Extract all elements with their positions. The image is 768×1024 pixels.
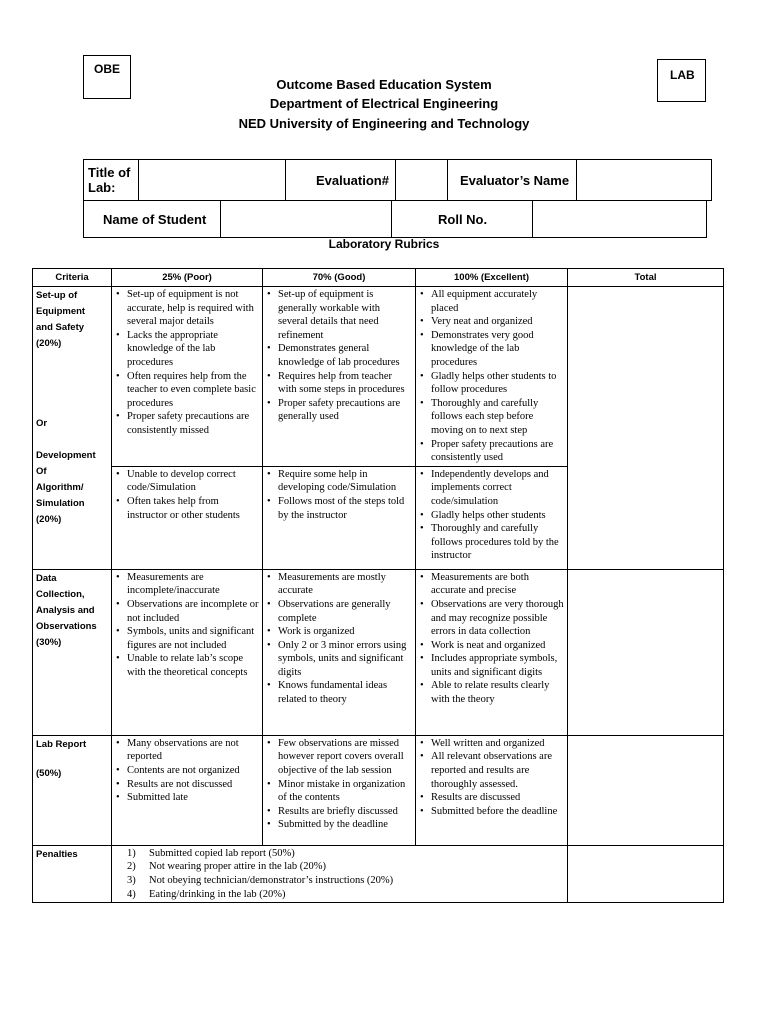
criteria-penalties: Penalties (33, 845, 112, 902)
list-item: • Lacks the appropriate knowledge of the lab procedures (127, 329, 259, 370)
list-item: • Well written and organized (431, 737, 564, 751)
penalties-total-cell[interactable] (568, 845, 724, 902)
list-item: • Unable to relate lab’s scope with the theoretical concepts (127, 652, 259, 679)
report-total-cell[interactable] (568, 735, 724, 845)
list-item: • Observations are very thorough and may recognize possible errors in data collection (431, 598, 564, 639)
title-of-lab-label: Title of Lab: (84, 160, 139, 201)
roll-no-label: Roll No. (392, 201, 533, 238)
list-item: • Measurements are mostly accurate (278, 571, 412, 598)
setup-excellent-cell (416, 287, 568, 467)
algorithm-excellent-cell (416, 466, 568, 569)
header-poor: 25% (Poor) (112, 269, 263, 287)
list-item: 2) Not wearing proper attire in the lab (20%) (127, 861, 326, 873)
list-item: • Demonstrates general knowledge of lab procedures (278, 342, 412, 369)
algorithm-poor-cell (112, 466, 263, 569)
evaluation-field[interactable] (395, 160, 447, 201)
student-name-label: Name of Student (84, 201, 221, 238)
header-good: 70% (Good) (263, 269, 416, 287)
evaluator-name-field[interactable] (576, 160, 711, 201)
list-item: • Knows fundamental ideas related to theory (278, 679, 412, 706)
criteria-data-collection: Data Collection, Analysis and Observations (30%) (33, 569, 112, 735)
list-item: • Requires help from teacher with some steps in procedures (278, 370, 412, 397)
list-item: • Follows most of the steps told by the instructor (278, 495, 412, 522)
rubrics-header-row (33, 269, 724, 287)
roll-no-field[interactable] (533, 201, 707, 238)
list-item: • Very neat and organized (431, 315, 564, 329)
list-item: • Observations are incomplete or not included (127, 598, 259, 625)
list-item: • Contents are not organized (127, 764, 259, 778)
list-item: • Able to relate results clearly with the theory (431, 679, 564, 706)
or-label: Or (36, 418, 48, 429)
header-criteria: Criteria (33, 269, 112, 287)
penalties-cell (112, 845, 568, 902)
list-item: • Set-up of equipment is not accurate, help is required with several major details (127, 288, 259, 329)
algorithm-good-cell (263, 466, 416, 569)
list-item: • Thoroughly and carefully follows procedures told by the instructor (431, 522, 564, 563)
report-good-cell (263, 735, 416, 845)
list-item: • Only 2 or 3 minor errors using symbols, units and significant digits (278, 639, 412, 680)
list-item: • Set-up of equipment is generally workable with several details that need refinement (278, 288, 412, 342)
rubrics-table (32, 268, 724, 903)
list-item: • Results are briefly discussed (278, 805, 412, 819)
criteria-lab-report: Lab Report (50%) (33, 735, 112, 845)
list-item: • Observations are generally complete (278, 598, 412, 625)
report-excellent-cell (416, 735, 568, 845)
list-item: • Results are not discussed (127, 778, 259, 792)
title-of-lab-field[interactable] (139, 160, 286, 201)
list-item: • Results are discussed (431, 791, 564, 805)
table-row (33, 735, 724, 845)
list-item: • Minor mistake in organization of the contents (278, 778, 412, 805)
header-system: Outcome Based Education System (276, 77, 492, 92)
list-item: • Gladly helps other students to follow procedures (431, 370, 564, 397)
header-total: Total (568, 269, 724, 287)
list-item: 3) Not obeying technician/demonstrator’s instructions (20%) (127, 874, 394, 886)
list-item: • Proper safety precautions are generally used (278, 397, 412, 424)
table-row (33, 569, 724, 735)
report-poor-cell (112, 735, 263, 845)
header-excellent: 100% (Excellent) (416, 269, 568, 287)
data-excellent-cell (416, 569, 568, 735)
data-good-cell (263, 569, 416, 735)
list-item: • Submitted before the deadline (431, 805, 564, 819)
list-item: • Proper safety precautions are consistently used (431, 438, 564, 465)
list-item: • Work is neat and organized (431, 639, 564, 653)
list-item: • Submitted by the deadline (278, 818, 412, 832)
header-university: NED University of Engineering and Technology (238, 116, 530, 131)
list-item: • Many observations are not reported (127, 737, 259, 764)
list-item: • Few observations are missed however report covers overall objective of the lab session (278, 737, 412, 778)
list-item: • All equipment accurately placed (431, 288, 564, 315)
setup-total-cell[interactable] (568, 287, 724, 570)
table-row (33, 845, 724, 902)
evaluation-label: Evaluation# (286, 160, 396, 201)
list-item: • Work is organized (278, 625, 412, 639)
header-department: Department of Electrical Engineering (269, 96, 499, 111)
setup-good-cell (263, 287, 416, 467)
rubrics-title: Laboratory Rubrics (328, 237, 440, 251)
list-item: • Often requires help from the teacher to even complete basic procedures (127, 370, 259, 411)
list-item: 4) Eating/drinking in the lab (20%) (127, 888, 286, 900)
data-total-cell[interactable] (568, 569, 724, 735)
list-item: • All relevant observations are reported and results are thoroughly assessed. (431, 750, 564, 791)
list-item: • Demonstrates very good knowledge of the lab procedures (431, 329, 564, 370)
list-item: • Includes appropriate symbols, units and significant digits (431, 652, 564, 679)
evaluator-name-label: Evaluator’s Name (447, 160, 576, 201)
setup-poor-cell (112, 287, 263, 467)
list-item: • Measurements are both accurate and precise (431, 571, 564, 598)
table-row (33, 287, 724, 467)
student-name-field[interactable] (221, 201, 392, 238)
list-item: • Measurements are incomplete/inaccurate (127, 571, 259, 598)
list-item: • Require some help in developing code/Simulation (278, 468, 412, 495)
obe-tag: OBE (83, 55, 131, 99)
data-poor-cell (112, 569, 263, 735)
list-item: • Proper safety precautions are consistently missed (127, 410, 259, 437)
list-item: • Thoroughly and carefully follows each step before moving on to next step (431, 397, 564, 438)
list-item: • Submitted late (127, 791, 259, 805)
lab-info-table (83, 159, 712, 201)
list-item: • Often takes help from instructor or other students (127, 495, 259, 522)
list-item: • Symbols, units and significant figures are not included (127, 625, 259, 652)
list-item: • Independently develops and implements correct code/simulation (431, 468, 564, 509)
list-item: 1) Submitted copied lab report (50%) (127, 847, 295, 859)
criteria-setup-or-algorithm: Set-up of Equipment and Safety (20%) Or Development Of Algorithm/ Simulation (20%) (33, 287, 112, 570)
student-info-table (83, 200, 707, 238)
list-item: • Unable to develop correct code/Simulation (127, 468, 259, 495)
lab-tag: LAB (657, 59, 706, 102)
list-item: • Gladly helps other students (431, 509, 564, 523)
